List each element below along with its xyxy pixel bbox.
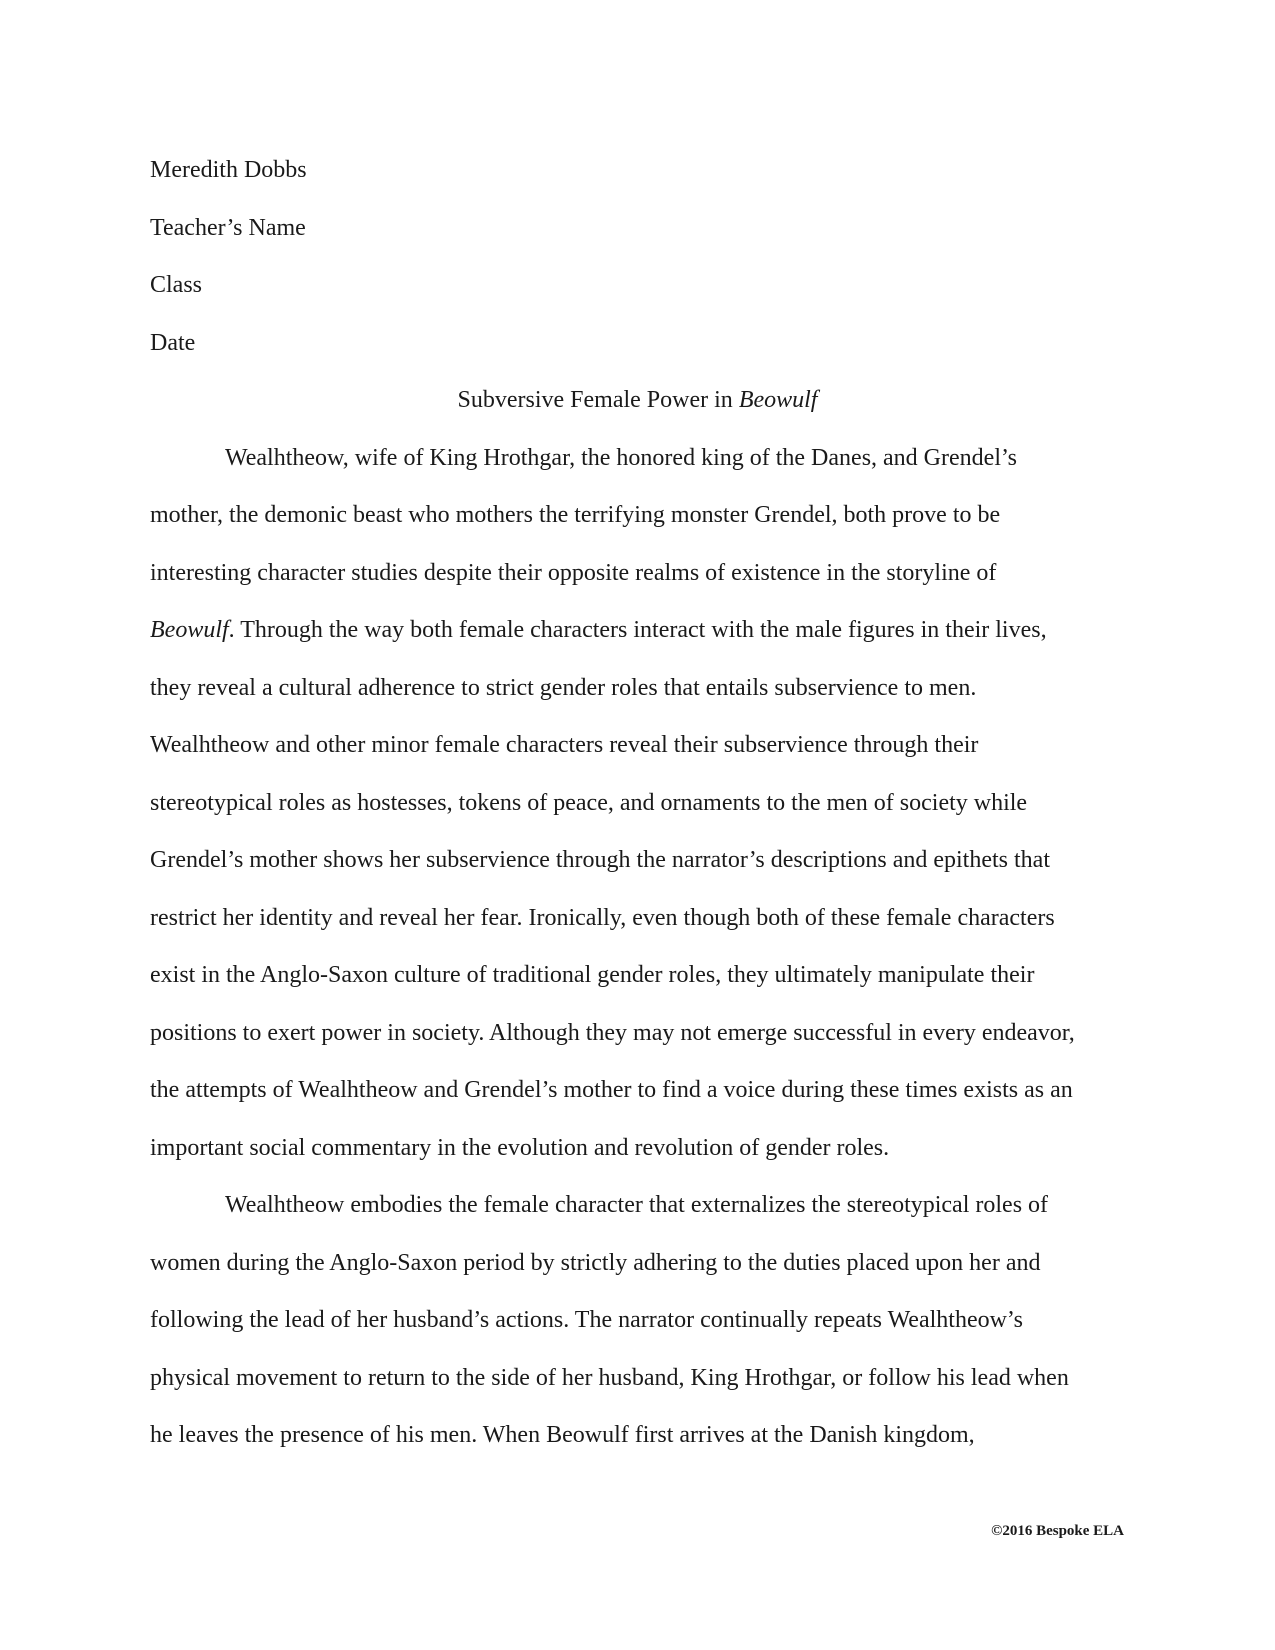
essay-title-text: Subversive Female Power in [457,387,739,413]
author-name: Meredith Dobbs [150,157,307,183]
paragraph-line: restrict her identity and reveal her fear. Ironically, even though both of these female characters [150,904,1055,931]
essay-title [150,372,1125,430]
paragraph-line: the attempts of Wealhtheow and Grendel’s mother to find a voice during these times exists as an [150,1077,1073,1103]
paragraph-line: important social commentary in the evolution and revolution of gender roles. [150,1134,890,1161]
paragraph-line: following the lead of her husband’s actions. The narrator continually repeats Wealhtheow’s [150,1307,1023,1333]
paragraph-2 [150,1177,1125,1465]
teacher-name: Teacher’s Name [150,214,306,241]
paragraph-line: stereotypical roles as hostesses, tokens of peace, and ornaments to the men of society while [150,789,1028,816]
essay-body [150,142,1125,1465]
paragraph-line: Wealhtheow, wife of King Hrothgar, the honored king of the Danes, and Grendel’s [225,444,1017,471]
paragraph-line: Grendel’s mother shows her subservience through the narrator’s descriptions and epithets that [150,847,1050,873]
paragraph-line: he leaves the presence of his men. When Beowulf first arrives at the Danish kingdom, [150,1422,975,1448]
paragraph-line: interesting character studies despite their opposite realms of existence in the storyline of [150,559,997,586]
copyright-footer: ©2016 Bespoke ELA [991,1523,1124,1539]
paragraph-line: positions to exert power in society. Although they may not emerge successful in every endeavor, [150,1019,1075,1046]
paragraph-line [150,602,1125,660]
essay-title-italic: Beowulf [738,387,818,413]
paragraph-line: mother, the demonic beast who mothers the terrifying monster Grendel, both prove to be [150,502,1001,528]
paragraph-line: exist in the Anglo-Saxon culture of traditional gender roles, they ultimately manipulate their [150,962,1035,988]
book-title-italic: Beowulf [150,617,229,643]
paragraph-1 [150,430,1125,1178]
paragraph-line: Wealhtheow embodies the female character that externalizes the stereotypical roles of [225,1192,1049,1218]
paragraph-line: they reveal a cultural adherence to strict gender roles that entails subservience to men. [150,674,977,701]
paragraph-line-text: . Through the way both female characters interact with the male figures in their lives, [228,617,1047,643]
paragraph-line: Wealhtheow and other minor female characters reveal their subservience through their [150,732,979,758]
class-name: Class [150,272,203,298]
date: Date [150,329,196,356]
paragraph-line: physical movement to return to the side of her husband, King Hrothgar, or follow his lead when [150,1364,1069,1391]
paragraph-line: women during the Anglo-Saxon period by strictly adhering to the duties placed upon her and [150,1249,1041,1276]
